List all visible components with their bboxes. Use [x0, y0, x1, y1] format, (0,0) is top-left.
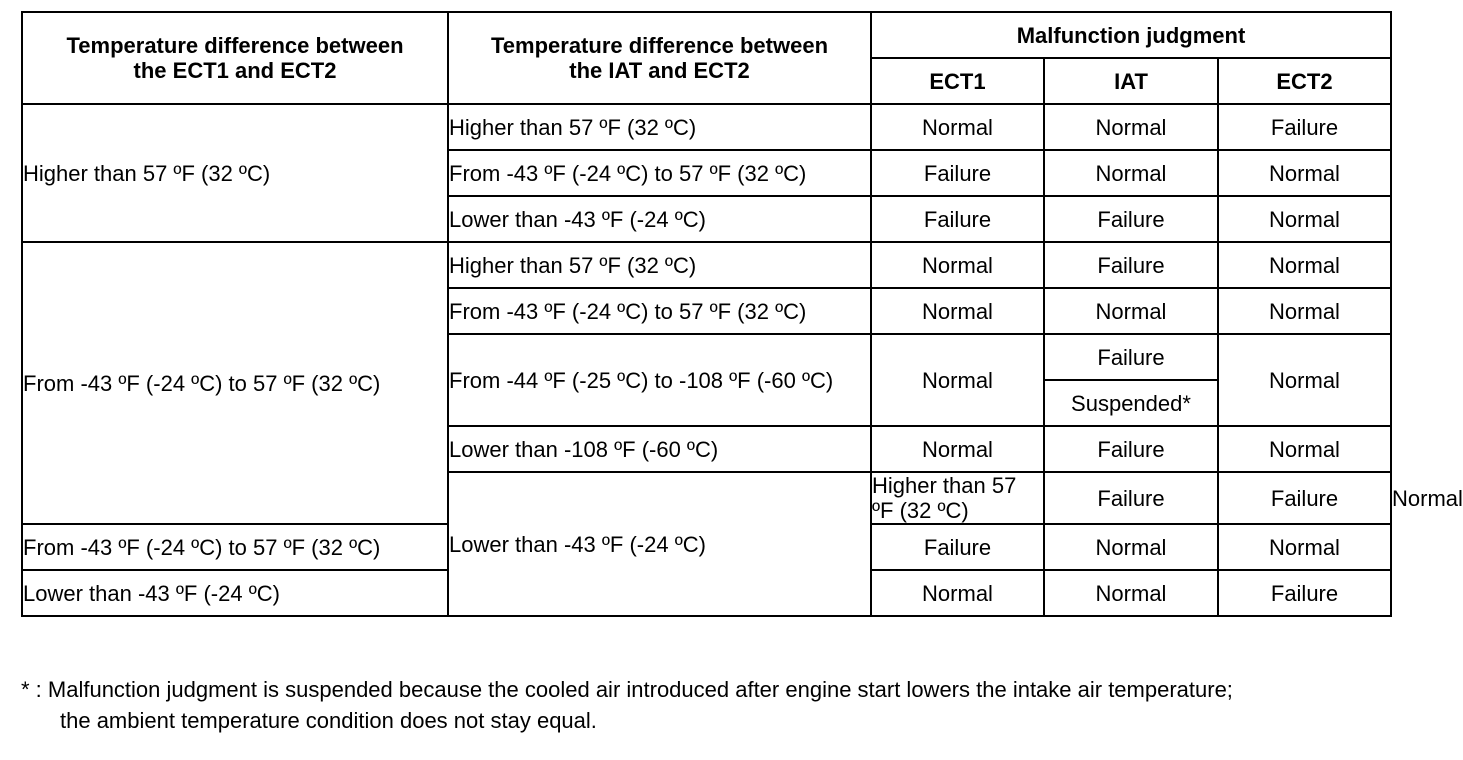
header-ect2: ECT2 [1218, 58, 1391, 104]
footnote [21, 674, 1421, 736]
ect2-result: Normal [1218, 242, 1391, 288]
ect1-result: Normal [871, 242, 1044, 288]
condition-cell: From -43 ºF (-24 ºC) to 57 ºF (32 ºC) [448, 150, 871, 196]
malfunction-judgment-table [21, 11, 1463, 617]
ect2-result: Normal [1218, 524, 1391, 570]
header-iat: IAT [1044, 58, 1218, 104]
header-ect-difference-line-1: Temperature difference between [66, 33, 404, 58]
table-row [22, 104, 1391, 150]
condition-cell: Higher than 57 ºF (32 ºC) [871, 472, 1044, 524]
iat-result: Failure [1218, 472, 1391, 524]
ect2-result: Failure [1218, 570, 1391, 616]
table-row [22, 242, 1391, 288]
ect2-result: Normal [1218, 150, 1391, 196]
header-iat-difference-line-2: the IAT and ECT2 [569, 58, 750, 83]
iat-result: Failure [1044, 196, 1218, 242]
group-label: Higher than 57 ºF (32 ºC) [22, 104, 448, 242]
header-row-1 [22, 12, 1391, 58]
group-label: Lower than -43 ºF (-24 ºC) [448, 472, 871, 616]
iat-result: Failure [1044, 334, 1218, 380]
ect2-result: Normal [1218, 426, 1391, 472]
condition-cell: Higher than 57 ºF (32 ºC) [448, 104, 871, 150]
iat-result: Normal [1044, 104, 1218, 150]
footnote-line-1: * : Malfunction judgment is suspended because the cooled air introduced after engine start lowers the intake air temperature; [21, 677, 1233, 702]
ect1-result: Failure [1044, 472, 1218, 524]
condition-cell: Higher than 57 ºF (32 ºC) [448, 242, 871, 288]
header-ect-difference-line-2: the ECT1 and ECT2 [133, 58, 337, 83]
condition-cell: Lower than -108 ºF (-60 ºC) [448, 426, 871, 472]
header-iat-difference [448, 12, 871, 104]
header-ect1: ECT1 [871, 58, 1044, 104]
iat-result: Failure [1044, 426, 1218, 472]
ect2-result: Failure [1218, 104, 1391, 150]
table-row: Lower than -43 ºF (-24 ºC) Higher than 57 ºF (32 ºC) Failure Failure Normal [22, 472, 1391, 524]
condition-cell: Lower than -43 ºF (-24 ºC) [22, 570, 448, 616]
header-malfunction-judgment: Malfunction judgment [871, 12, 1391, 58]
group-label: From -43 ºF (-24 ºC) to 57 ºF (32 ºC) [22, 242, 448, 524]
ect1-result: Failure [871, 196, 1044, 242]
ect1-result: Normal [871, 104, 1044, 150]
ect1-result: Normal [871, 334, 1044, 426]
condition-cell: From -44 ºF (-25 ºC) to -108 ºF (-60 ºC) [448, 334, 871, 426]
ect2-result: Normal [1218, 288, 1391, 334]
iat-result: Normal [1044, 288, 1218, 334]
iat-result-suspended: Suspended* [1044, 380, 1218, 426]
iat-result: Failure [1044, 242, 1218, 288]
header-iat-difference-line-1: Temperature difference between [490, 33, 829, 58]
ect1-result: Normal [871, 426, 1044, 472]
header-ect-difference [22, 12, 448, 104]
ect1-result: Normal [871, 288, 1044, 334]
ect2-result: Normal [1218, 334, 1391, 426]
condition-cell: From -43 ºF (-24 ºC) to 57 ºF (32 ºC) [448, 288, 871, 334]
condition-cell: From -43 ºF (-24 ºC) to 57 ºF (32 ºC) [22, 524, 448, 570]
ect1-result: Failure [871, 524, 1044, 570]
iat-result: Normal [1044, 570, 1218, 616]
ect2-result: Normal [1218, 196, 1391, 242]
condition-cell: Lower than -43 ºF (-24 ºC) [448, 196, 871, 242]
iat-result: Normal [1044, 524, 1218, 570]
iat-result: Normal [1044, 150, 1218, 196]
footnote-line-2: the ambient temperature condition does not stay equal. [60, 708, 597, 733]
ect1-result: Normal [871, 570, 1044, 616]
ect1-result: Failure [871, 150, 1044, 196]
